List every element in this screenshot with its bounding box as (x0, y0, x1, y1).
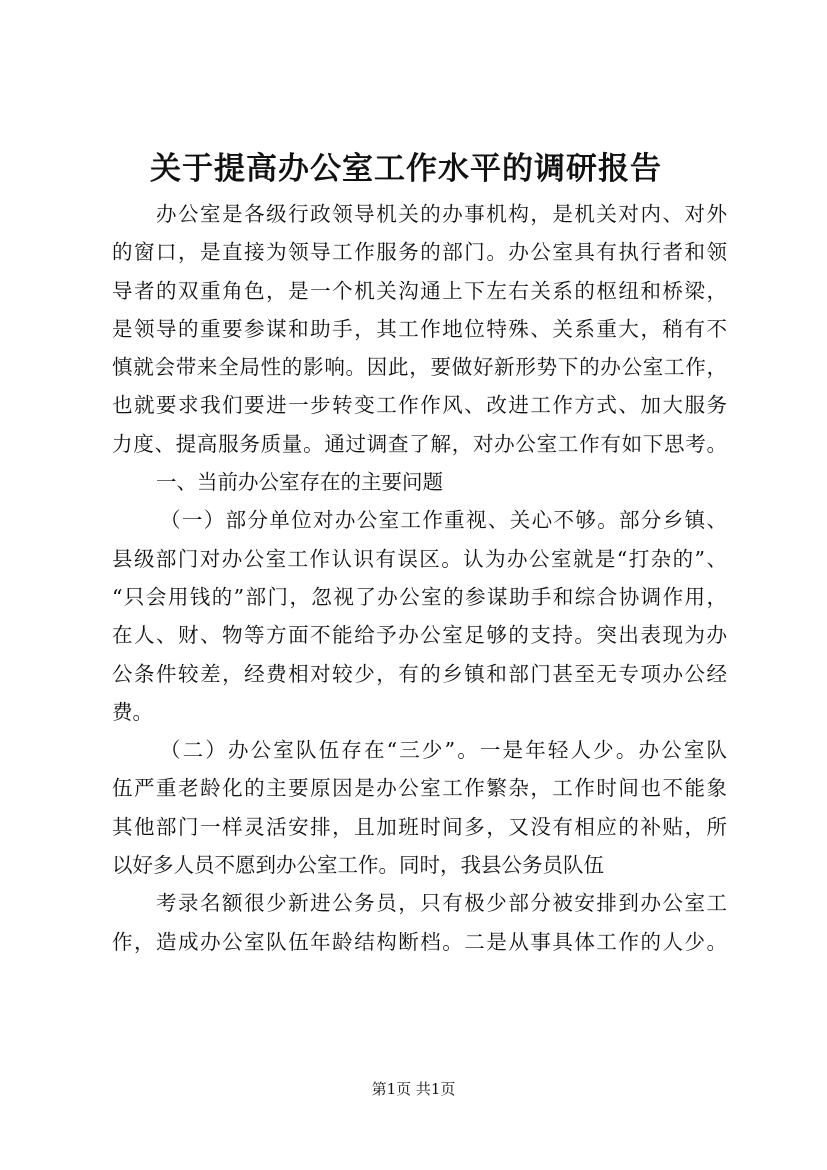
paragraph-line: 县级部门对办公室工作认识有误区。认为办公室就是“打杂的”、 (112, 546, 727, 571)
paragraph-line: 公条件较差，经费相对较少，有的乡镇和部门甚至无专项办公经 (112, 661, 727, 686)
paragraph-line: “只会用钱的”部门，忽视了办公室的参谋助手和综合协调作用， (112, 584, 727, 609)
paragraph-line: 费。 (112, 699, 153, 724)
paragraph-line: 是领导的重要参谋和助手，其工作地位特殊、关系重大，稍有不 (112, 316, 727, 341)
paragraph-line: 以好多人员不愿到办公室工作。同时，我县公务员队伍 (112, 853, 604, 878)
paragraph-line: 力度、提高服务质量。通过调查了解，对办公室工作有如下思考。 (112, 431, 727, 456)
paragraph-line: 慎就会带来全局性的影响。因此，要做好新形势下的办公室工作， (112, 355, 727, 380)
paragraph-line: （二）办公室队伍存在“三少”。一是年轻人少。办公室队 (160, 738, 727, 763)
paragraph-line: 其他部门一样灵活安排，且加班时间多，又没有相应的补贴，所 (112, 814, 727, 839)
paragraph-line: 在人、财、物等方面不能给予办公室足够的支持。突出表现为办 (112, 623, 727, 648)
paragraph-line: 作，造成办公室队伍年龄结构断档。二是从事具体工作的人少。 (112, 929, 727, 954)
paragraph-line: 导者的双重角色，是一个机关沟通上下左右关系的枢纽和桥梁， (112, 278, 727, 303)
paragraph-line: 的窗口，是直接为领导工作服务的部门。办公室具有执行者和领 (112, 240, 727, 265)
document-body (112, 195, 727, 961)
paragraph-line: 考录名额很少新进公务员，只有极少部分被安排到办公室工 (156, 891, 727, 916)
paragraph-line: 伍严重老龄化的主要原因是办公室工作繁杂，工作时间也不能象 (112, 776, 727, 801)
document-title: 关于提高办公室工作水平的调研报告 (150, 151, 662, 187)
page-footer: 第1页 共1页 (371, 1080, 456, 1098)
section-heading: 一、当前办公室存在的主要问题 (156, 470, 443, 495)
paragraph-line: 办公室是各级行政领导机关的办事机构，是机关对内、对外 (156, 202, 727, 226)
paragraph-line: （一）部分单位对办公室工作重视、关心不够。部分乡镇、 (160, 508, 727, 533)
paragraph-line: 也就要求我们要进一步转变工作作风、改进工作方式、加大服务 (112, 393, 727, 418)
